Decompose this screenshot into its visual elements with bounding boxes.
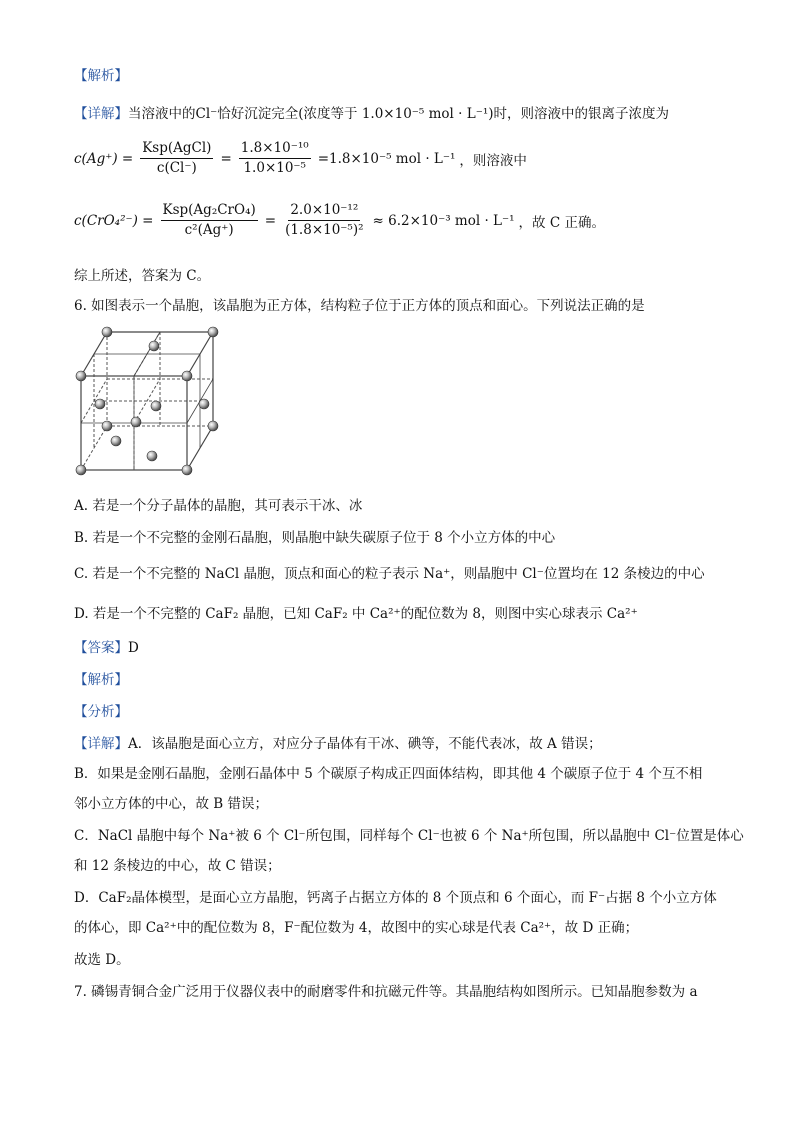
formula-lhs: c(Ag⁺) = xyxy=(74,150,134,167)
atom xyxy=(208,421,218,431)
detail-text: 当溶液中的Cl⁻恰好沉淀完全(浓度等于 1.0×10⁻⁵ mol · L⁻¹)时，则溶液中的银离子浓度为 xyxy=(128,106,670,122)
detail-tag: 【详解】 xyxy=(74,106,128,122)
formula-lhs: c(CrO₄²⁻) = xyxy=(74,212,154,229)
detail-a-text: A．该晶胞是面心立方，对应分子晶体有干冰、碘等，不能代表冰，故 A 错误； xyxy=(128,736,602,752)
fraction-numerator: Ksp(AgCl) xyxy=(140,140,213,159)
fraction-denominator: (1.8×10⁻⁵)² xyxy=(285,222,364,238)
atom xyxy=(131,417,141,427)
detail-c-2: 和 12 条棱边的中心，故 C 错误； xyxy=(74,858,281,874)
detail-paragraph-1 xyxy=(74,104,669,124)
atom xyxy=(102,327,112,337)
atom xyxy=(111,436,121,446)
atom xyxy=(76,371,86,381)
detail-b-2: 邻小立方体的中心，故 B 错误； xyxy=(74,796,269,812)
equals-sign: = xyxy=(264,212,277,229)
fraction-numerator: Ksp(Ag₂CrO₄) xyxy=(161,202,258,221)
detail-a xyxy=(74,734,602,754)
formula-tail: ，故 C 正确。 xyxy=(518,214,605,231)
atom xyxy=(76,465,86,475)
atom xyxy=(95,399,105,409)
question-6-stem: 6. 如图表示一个晶胞，该晶胞为正方体，结构粒子位于正方体的顶点和面心。下列说法正确的是 xyxy=(74,298,645,314)
analysis-header: 【解析】 xyxy=(74,68,128,84)
atom xyxy=(147,451,157,461)
detail-d-1: D．CaF₂晶体模型，是面心立方晶胞，钙离子占据立方体的 8 个顶点和 6 个面心，而 F⁻占据 8 个小立方体 xyxy=(74,890,717,906)
answer-line xyxy=(74,638,139,658)
formula-tail: ，则溶液中 xyxy=(459,152,527,169)
fraction-values xyxy=(283,202,365,239)
option-c: C. 若是一个不完整的 NaCl 晶胞，顶点和面心的粒子表示 Na⁺，则晶胞中 Cl⁻位置均在 12 条棱边的中心 xyxy=(74,566,705,582)
detail-b-1: B．如果是金刚石晶胞，金刚石晶体中 5 个碳原子构成正四面体结构，即其他 4 个碳原子位于 4 个互不相 xyxy=(74,766,703,782)
option-a: A. 若是一个分子晶体的晶胞，其可表示干冰、冰 xyxy=(74,498,363,514)
answer-tag: 【答案】 xyxy=(74,640,128,656)
atom xyxy=(182,371,192,381)
detail-d-2: 的体心，即 Ca²⁺中的配位数为 8，F⁻配位数为 4，故图中的实心球是代表 Ca²⁺，故 D 正确； xyxy=(74,920,639,936)
conclusion-line: 故选 D。 xyxy=(74,952,130,968)
summary-line: 综上所述，答案为 C。 xyxy=(74,268,211,284)
option-b: B. 若是一个不完整的金刚石晶胞，则晶胞中缺失碳原子位于 8 个小立方体的中心 xyxy=(74,530,556,546)
formula-cro4-concentration xyxy=(74,202,605,239)
fraction-denominator: 1.0×10⁻⁵ xyxy=(243,160,306,176)
atom xyxy=(182,465,192,475)
atom xyxy=(199,399,209,409)
formula-ag-concentration xyxy=(74,140,527,177)
analysis-header: 【解析】 xyxy=(74,672,128,688)
fenxi-header: 【分析】 xyxy=(74,704,128,720)
fraction-ksp xyxy=(161,202,258,239)
atom xyxy=(149,341,159,351)
formula-result: =1.8×10⁻⁵ mol · L⁻¹ xyxy=(317,150,456,167)
formula-result: ≈ 6.2×10⁻³ mol · L⁻¹ xyxy=(372,212,515,229)
answer-value: D xyxy=(128,640,139,656)
fraction-denominator: c(Cl⁻) xyxy=(156,160,197,176)
fraction-numerator: 1.8×10⁻¹⁰ xyxy=(239,140,311,159)
fraction-ksp xyxy=(140,140,213,177)
detail-c-1: C．NaCl 晶胞中每个 Na⁺被 6 个 Cl⁻所包围，同样每个 Cl⁻也被 6 个 Na⁺所包围，所以晶胞中 Cl⁻位置是体心 xyxy=(74,828,744,844)
option-d: D. 若是一个不完整的 CaF₂ 晶胞，已知 CaF₂ 中 Ca²⁺的配位数为 8，则图中实心球表示 Ca²⁺ xyxy=(74,606,638,622)
detail-tag: 【详解】 xyxy=(74,736,128,752)
atom xyxy=(151,401,161,411)
fraction-numerator: 2.0×10⁻¹² xyxy=(288,202,360,221)
crystal-cell-figure xyxy=(74,326,234,484)
fraction-values xyxy=(239,140,311,177)
atom xyxy=(208,327,218,337)
atom xyxy=(102,421,112,431)
equals-sign: = xyxy=(220,150,232,167)
fraction-denominator: c²(Ag⁺) xyxy=(184,222,234,238)
question-7-stem: 7. 磷锡青铜合金广泛用于仪器仪表中的耐磨零件和抗磁元件等。其晶胞结构如图所示。已知晶胞参数为 a xyxy=(74,984,698,1000)
